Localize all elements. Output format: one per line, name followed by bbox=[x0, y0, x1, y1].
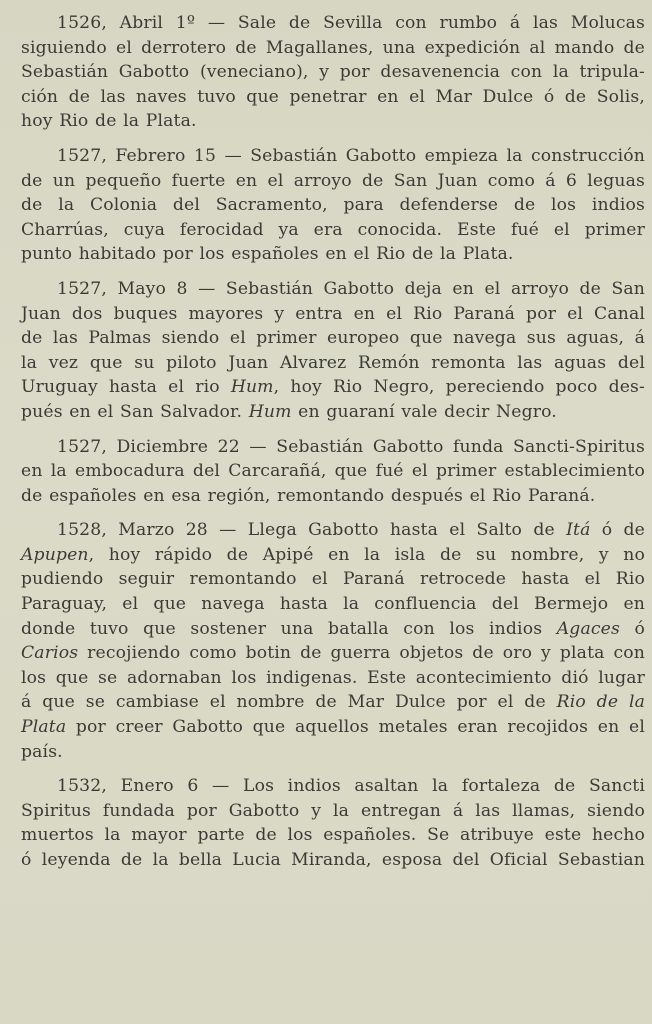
text-line: 1528, Marzo 28 — Llega Gabotto hasta el Salto de Itá ó de bbox=[57, 520, 646, 541]
text-line: de españoles en esa región, remontando después el Rio Paraná. bbox=[21, 485, 596, 506]
text-line: pués en el San Salvador. Hum en guaraní vale decir Negro. bbox=[21, 401, 557, 422]
text-line: de un pequeño fuerte en el arroyo de San Juan como á 6 leguas bbox=[21, 170, 645, 191]
text-line: pudiendo seguir remontando el Paraná retrocede hasta el Rio bbox=[21, 569, 645, 590]
text-line: país. bbox=[21, 741, 63, 762]
text-line: ó leyenda de la bella Lucia Miranda, esposa del Oficial Sebastian bbox=[21, 850, 645, 870]
text-line: 1527, Diciembre 22 — Sebastián Gabotto funda Sancti-Spiritus bbox=[57, 436, 645, 457]
text-line: á que se cambiase el nombre de Mar Dulce por el de Rio de la bbox=[21, 692, 645, 713]
entry-1528-marzo bbox=[21, 518, 645, 764]
text-line: punto habitado por los españoles en el Rio de la Plata. bbox=[21, 244, 514, 265]
text-line: siguiendo el derrotero de Magallanes, una expedición al mando de bbox=[21, 37, 645, 58]
text-line: los que se adornaban los indigenas. Este acontecimiento dió lugar bbox=[21, 667, 645, 688]
text-line: Spiritus fundada por Gabotto y la entregan á las llamas, siendo bbox=[21, 800, 645, 821]
entry-1527-febrero bbox=[21, 144, 645, 267]
text-line: 1532, Enero 6 — Los indios asaltan la fortaleza de Sancti bbox=[57, 776, 645, 797]
entry-1532-enero bbox=[21, 774, 645, 872]
text-line: 1527, Febrero 15 — Sebastián Gabotto empieza la construcción bbox=[57, 145, 645, 166]
text-line: hoy Rio de la Plata. bbox=[21, 111, 197, 132]
entry-1526-abril bbox=[21, 11, 645, 134]
text-line: Apupen, hoy rápido de Apipé en la isla de su nombre, y no bbox=[21, 544, 645, 565]
text-line: Juan dos buques mayores y entra en el Rio Paraná por el Canal bbox=[21, 303, 645, 324]
text-line: la vez que su piloto Juan Alvarez Remón remonta las aguas del bbox=[21, 352, 645, 373]
text-line: ción de las naves tuvo que penetrar en el Mar Dulce ó de Solis, bbox=[21, 86, 645, 107]
text-line: Plata por creer Gabotto que aquellos metales eran recojidos en el bbox=[21, 717, 645, 738]
text-line: Charrúas, cuya ferocidad ya era conocida. Este fué el primer bbox=[21, 219, 645, 240]
text-line: Carios recojiendo como botin de guerra objetos de oro y plata con bbox=[21, 643, 645, 664]
text-line: muertos la mayor parte de los españoles. Se atribuye este hecho bbox=[21, 825, 645, 846]
text-line: donde tuvo que sostener una batalla con los indios Agaces ó bbox=[21, 618, 645, 639]
text-line: 1526, Abril 1º — Sale de Sevilla con rumbo á las Molucas bbox=[57, 13, 645, 33]
text-line: de las Palmas siendo el primer europeo que navega sus aguas, á bbox=[21, 328, 645, 349]
chronology-text bbox=[21, 11, 645, 883]
text-line: Uruguay hasta el rio Hum, hoy Rio Negro, pereciendo poco des- bbox=[21, 377, 645, 398]
text-line: Paraguay, el que navega hasta la confluencia del Bermejo en bbox=[21, 594, 645, 615]
text-line: de la Colonia del Sacramento, para defenderse de los indios bbox=[21, 195, 645, 216]
text-line: 1527, Mayo 8 — Sebastián Gabotto deja en el arroyo de San bbox=[57, 278, 645, 299]
text-line: en la embocadura del Carcarañá, que fué el primer establecimiento bbox=[21, 461, 645, 482]
entry-1527-mayo bbox=[21, 277, 645, 425]
text-line: Sebastián Gabotto (veneciano), y por desavenencia con la tripula- bbox=[21, 62, 645, 83]
entry-1527-diciembre bbox=[21, 435, 645, 509]
